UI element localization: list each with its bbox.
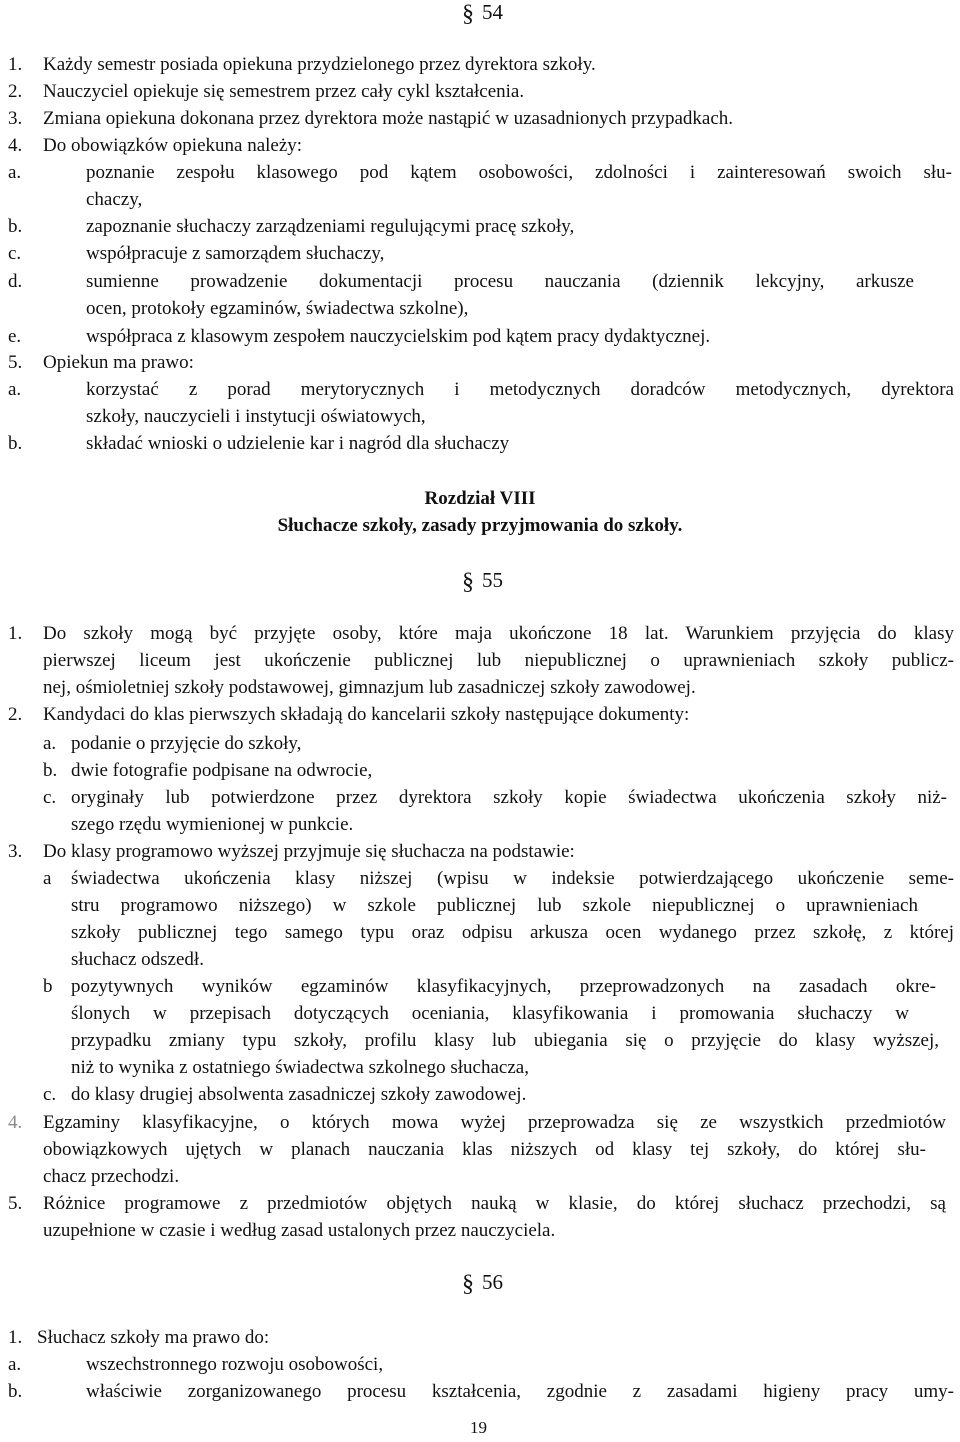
s54-sub-b-letter: b. bbox=[8, 216, 23, 237]
s54-sub-d-letter: d. bbox=[8, 271, 23, 292]
s56-sub-b-text: właściwie zorganizowanego procesu kształcenia, zgodnie z zasadami higieny pracy umy- bbox=[86, 1381, 954, 1402]
s54-item-1-number: 1. bbox=[8, 54, 23, 75]
s55-item-3-text: Do klasy programowo wyższej przyjmuje się słuchacza na podstawie: bbox=[43, 841, 575, 862]
s54-item-5-text: Opiekun ma prawo: bbox=[43, 352, 194, 373]
s54-sub-a-line-1: poznanie zespołu klasowego pod kątem osobowości, zdolności i zainteresowań swoich słu- bbox=[86, 162, 952, 183]
s54-sub-d-line-2: ocen, protokoły egzaminów, świadectwa szkolne), bbox=[86, 298, 469, 319]
s55-item-3-sub-b-letter: b bbox=[43, 976, 53, 997]
s55-sub-c-letter: c. bbox=[43, 787, 57, 808]
s56-item-1-text: Słuchacz szkoły ma prawo do: bbox=[37, 1327, 270, 1348]
s55-item-5-line-2: uzupełnione w czasie i według zasad ustalonych przez nauczyciela. bbox=[43, 1220, 556, 1241]
s56-item-1-number: 1. bbox=[8, 1327, 23, 1348]
s55-item-3-number: 3. bbox=[8, 841, 23, 862]
s55-sub-c-line-1: oryginały lub potwierdzone przez dyrektora szkoły kopie świadectwa ukończenia szkoły niż- bbox=[71, 787, 947, 808]
s55-item-5-number: 5. bbox=[8, 1193, 23, 1214]
s56-sub-a-letter: a. bbox=[8, 1354, 22, 1375]
s54-item-4-text: Do obowiązków opiekuna należy: bbox=[43, 135, 303, 156]
s55-item-3-sub-a-line-1: świadectwa ukończenia klasy niższej (wpisu w indeksie potwierdzającego ukończenie seme- bbox=[71, 868, 954, 889]
chapter-title: Rozdział VIII bbox=[424, 488, 536, 509]
s54-sub-e-text: współpraca z klasowym zespołem nauczycielskim pod kątem pracy dydaktycznej. bbox=[86, 326, 711, 347]
page-number: 19 bbox=[470, 1418, 487, 1437]
s55-item-1-number: 1. bbox=[8, 623, 23, 644]
s55-item-3-sub-b-line-2: ślonych w przepisach dotyczących oceniania, klasyfikowania i promowania słuchaczy w bbox=[71, 1003, 909, 1024]
s55-sub-c-line-2: szego rzędu wymienionej w punkcie. bbox=[71, 814, 354, 835]
s54-sub-d-line-1: sumienne prowadzenie dokumentacji procesu nauczania (dziennik lekcyjny, arkusze bbox=[86, 271, 914, 292]
s55-item-3-sub-a-line-4: słuchacz odszedł. bbox=[71, 949, 204, 970]
chapter-subtitle: Słuchacze szkoły, zasady przyjmowania do szkoły. bbox=[277, 515, 683, 536]
s55-item-3-sub-c-text: do klasy drugiej absolwenta zasadniczej szkoły zawodowej. bbox=[71, 1084, 527, 1105]
s54-item-4-number: 4. bbox=[8, 135, 23, 156]
s54-item-2-number: 2. bbox=[8, 81, 23, 102]
s55-item-1-line-2: pierwszej liceum jest ukończenie publicznej lub niepublicznej o uprawnieniach szkoły publicz- bbox=[43, 650, 954, 671]
s54-item-5-sub-b-text: składać wnioski o udzielenie kar i nagród dla słuchaczy bbox=[86, 433, 510, 454]
s55-item-2-number: 2. bbox=[8, 704, 23, 725]
s55-item-1-line-1: Do szkoły mogą być przyjęte osoby, które maja ukończone 18 lat. Warunkiem przyjęcia do klasy bbox=[43, 623, 954, 644]
s55-item-5-line-1: Różnice programowe z przedmiotów objętych nauką w klasie, do której słuchacz przechodzi, są bbox=[43, 1193, 946, 1214]
s55-item-4-number: 4. bbox=[8, 1112, 23, 1133]
s54-item-3-text: Zmiana opiekuna dokonana przez dyrektora może nastąpić w uzasadnionych przypadkach. bbox=[43, 108, 734, 129]
s55-sub-b-letter: b. bbox=[43, 760, 58, 781]
s55-item-3-sub-c-letter: c. bbox=[43, 1084, 57, 1105]
section-56-heading: § 56 bbox=[462, 1270, 503, 1297]
s55-sub-b-text: dwie fotografie podpisane na odwrocie, bbox=[71, 760, 373, 781]
s55-item-3-sub-b-line-1: pozytywnych wyników egzaminów klasyfikacyjnych, przeprowadzonych na zasadach okre- bbox=[71, 976, 936, 997]
s55-item-3-sub-a-line-3: szkoły publicznej tego samego typu oraz odpisu arkusza ocen wydanego przez szkołę, z której bbox=[71, 922, 954, 943]
s55-item-2-text: Kandydaci do klas pierwszych składają do kancelarii szkoły następujące dokumenty: bbox=[43, 704, 690, 725]
s54-item-5-sub-a-letter: a. bbox=[8, 379, 22, 400]
s56-sub-a-text: wszechstronnego rozwoju osobowości, bbox=[86, 1354, 384, 1375]
s54-item-1-text: Każdy semestr posiada opiekuna przydzielonego przez dyrektora szkoły. bbox=[43, 54, 596, 75]
s55-item-4-line-1: Egzaminy klasyfikacyjne, o których mowa wyżej przeprowadza się ze wszystkich przedmiotów bbox=[43, 1112, 946, 1133]
section-55-heading: § 55 bbox=[462, 568, 503, 595]
s54-sub-c-text: współpracuje z samorządem słuchaczy, bbox=[86, 243, 385, 264]
s54-sub-b-text: zapoznanie słuchaczy zarządzeniami regulującymi pracę szkoły, bbox=[86, 216, 575, 237]
s54-sub-a-line-2: chaczy, bbox=[86, 189, 143, 210]
s55-sub-a-letter: a. bbox=[43, 733, 57, 754]
s55-item-3-sub-b-line-3: przypadku zmiany typu szkoły, profilu klasy lub ubiegania się o przyjęcie do klasy wyższej, bbox=[71, 1030, 939, 1051]
s54-sub-a-letter: a. bbox=[8, 162, 22, 183]
s55-item-4-line-3: chacz przechodzi. bbox=[43, 1166, 180, 1187]
s54-sub-e-letter: e. bbox=[8, 326, 22, 347]
s55-item-3-sub-a-letter: a bbox=[43, 868, 52, 889]
s54-sub-c-letter: c. bbox=[8, 243, 22, 264]
s55-item-4-line-2: obowiązkowych ujętych w planach nauczania klas niższych od klasy tej szkoły, do której słu- bbox=[43, 1139, 926, 1160]
s54-item-5-sub-b-letter: b. bbox=[8, 433, 23, 454]
s55-sub-a-text: podanie o przyjęcie do szkoły, bbox=[71, 733, 302, 754]
s55-item-3-sub-a-line-2: stru programowo niższego) w szkole publicznej lub szkole niepublicznej o uprawnieniach bbox=[71, 895, 918, 916]
s54-item-5-sub-a-line-1: korzystać z porad merytorycznych i metodycznych doradców metodycznych, dyrektora bbox=[86, 379, 954, 400]
s56-sub-b-letter: b. bbox=[8, 1381, 23, 1402]
s55-item-3-sub-b-line-4: niż to wynika z ostatniego świadectwa szkolnego słuchacza, bbox=[71, 1057, 529, 1078]
section-54-heading: § 54 bbox=[462, 0, 503, 27]
s54-item-2-text: Nauczyciel opiekuje się semestrem przez cały cykl kształcenia. bbox=[43, 81, 525, 102]
s54-item-3-number: 3. bbox=[8, 108, 23, 129]
s55-item-1-line-3: nej, ośmioletniej szkoły podstawowej, gimnazjum lub zasadniczej szkoły zawodowej. bbox=[43, 677, 696, 698]
s54-item-5-number: 5. bbox=[8, 352, 23, 373]
s54-item-5-sub-a-line-2: szkoły, nauczycieli i instytucji oświatowych, bbox=[86, 406, 426, 427]
